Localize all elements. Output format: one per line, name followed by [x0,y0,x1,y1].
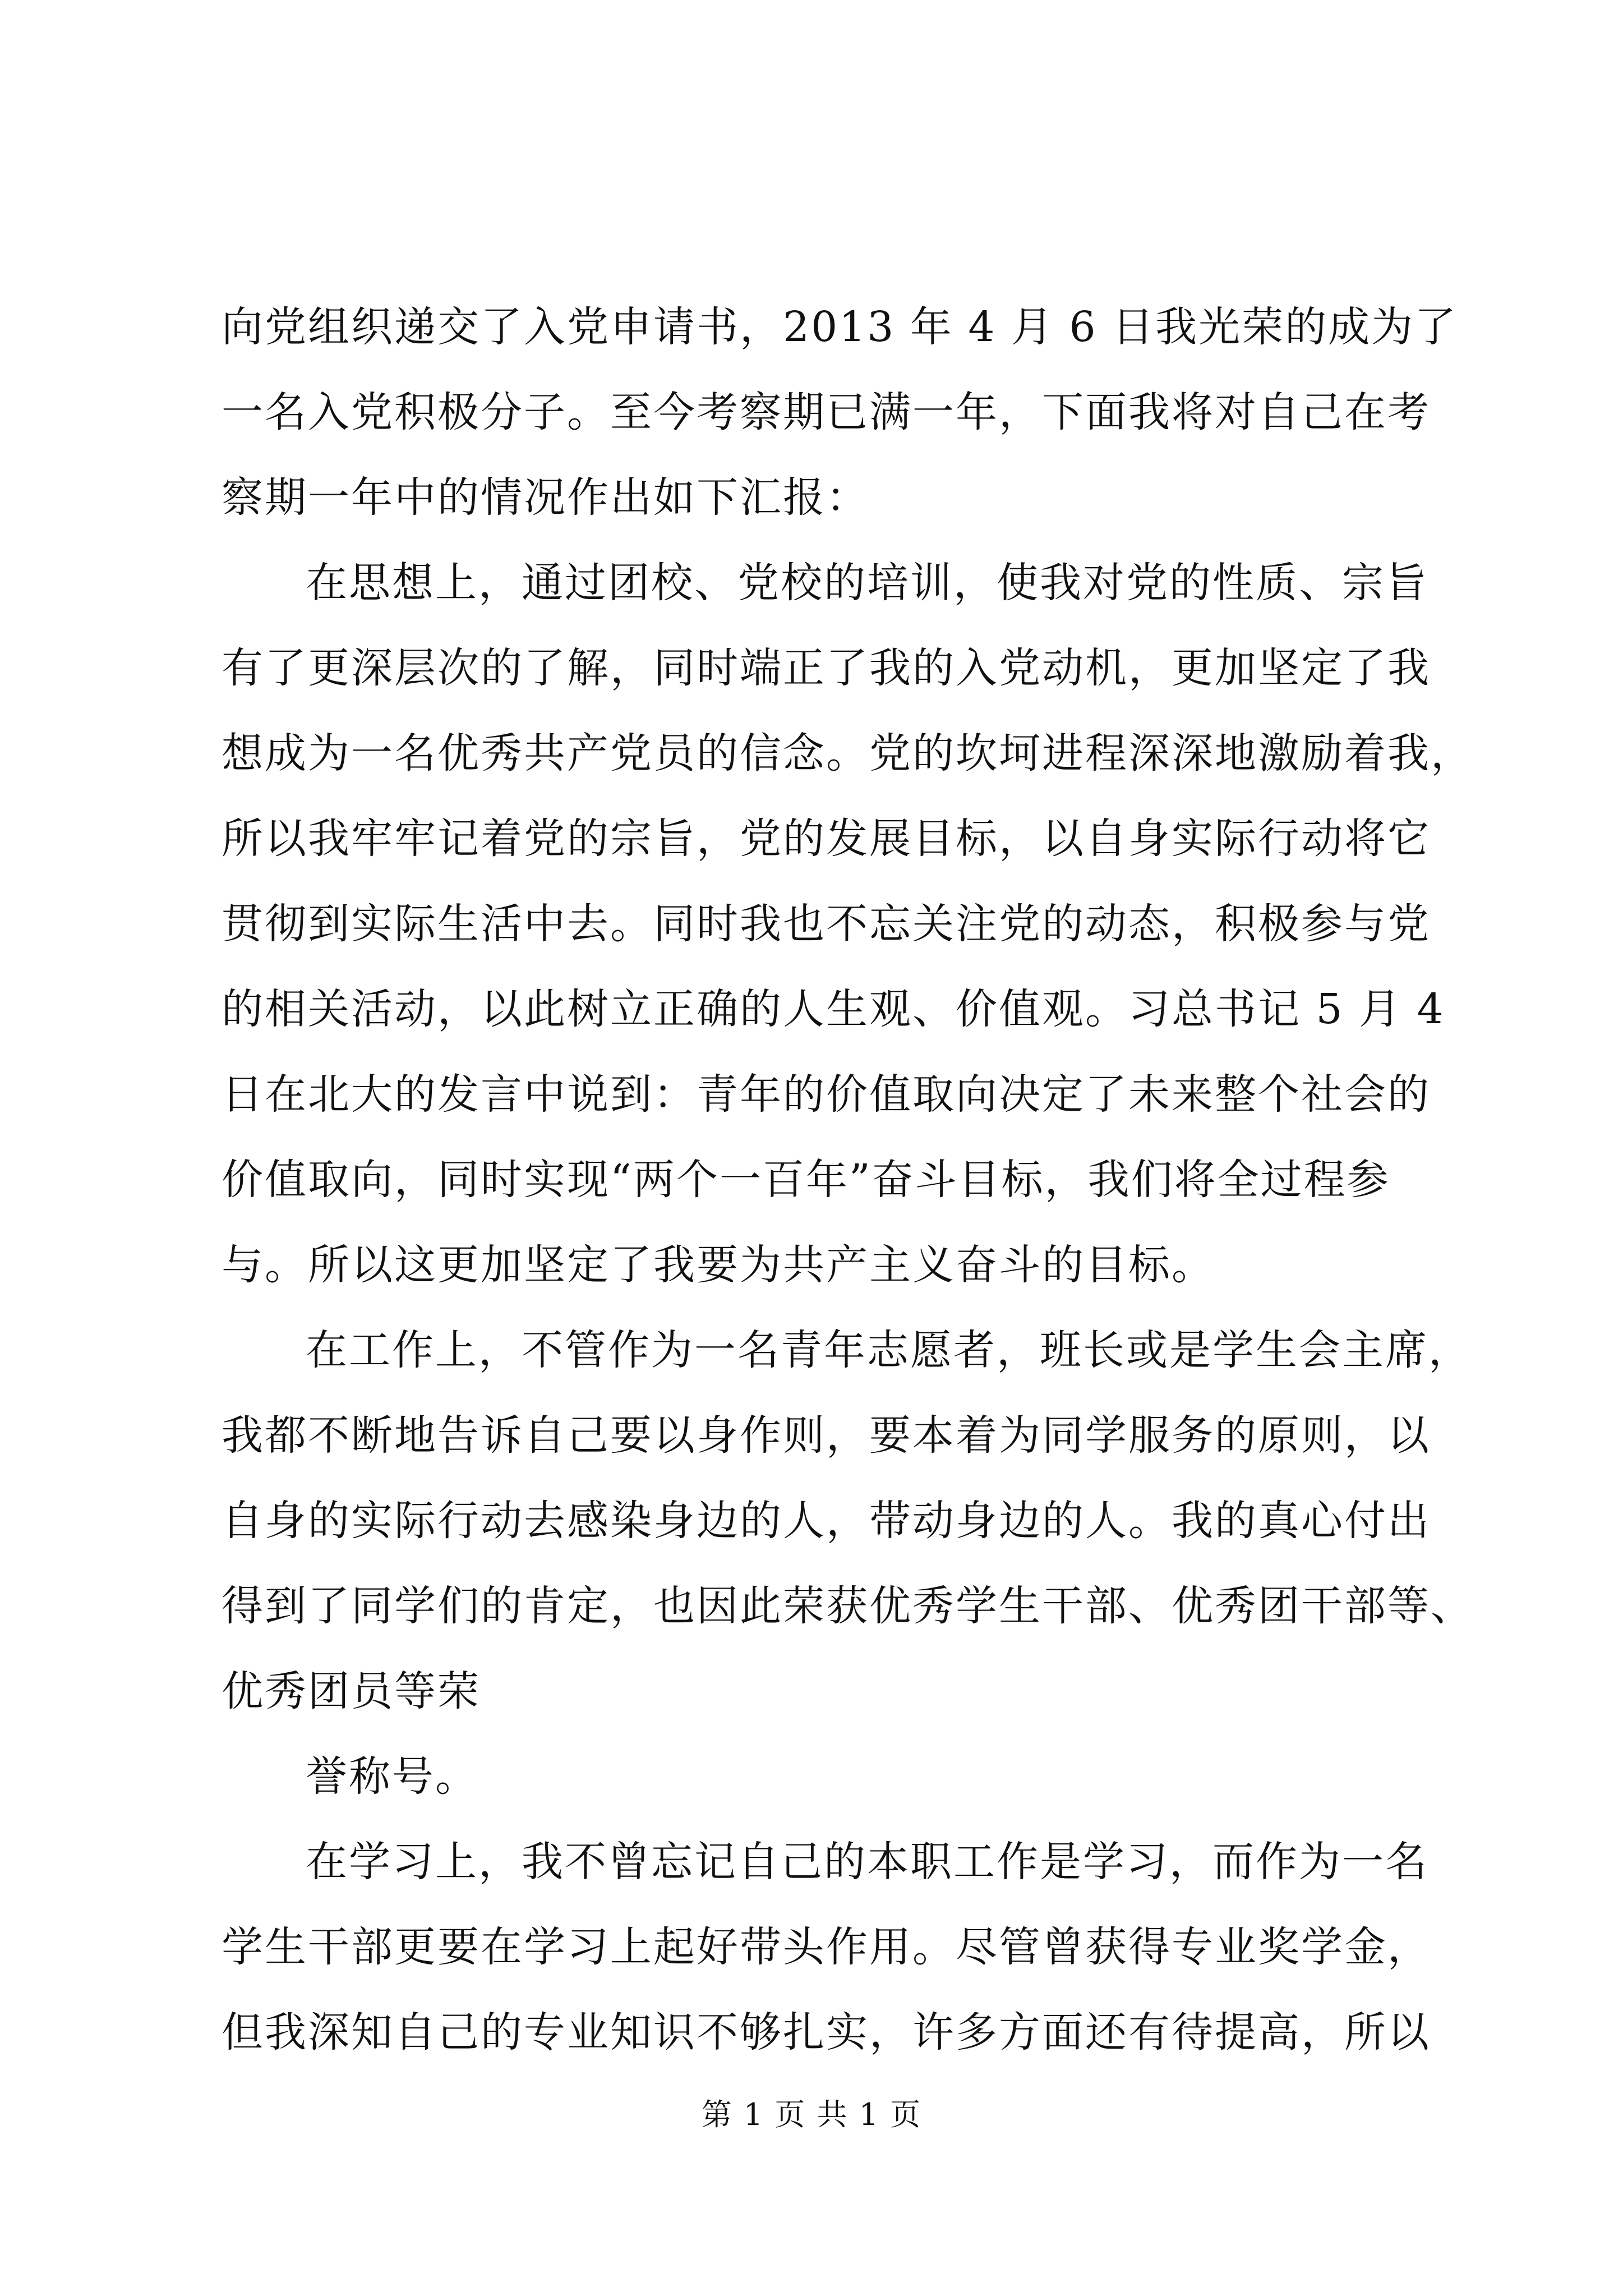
body-line-8: 贯彻到实际生活中去。同时我也不忘关注党的动态，积极参与党 [222,900,1431,948]
body-line-2: 一名入党积极分子。至今考察期已满一年，下面我将对自己在考 [222,388,1431,436]
body-line-14: 我都不断地告诉自己要以身作则，要本着为同学服务的原则，以 [222,1411,1431,1460]
body-line-1: 向党组织递交了入党申请书，2013 年 4 月 6 日我光荣的成为了 [222,303,1458,351]
body-line-12: 与。所以这更加坚定了我要为共产主义奋斗的目标。 [222,1241,1215,1289]
body-line-3: 察期一年中的情况作出如下汇报： [222,473,869,522]
body-line-6: 想成为一名优秀共产党员的信念。党的坎坷进程深深地激励着我， [222,729,1474,777]
body-line-11: 价值取向，同时实现“两个一百年”奋斗目标，我们将全过程参 [222,1156,1390,1204]
body-line-10: 日在北大的发言中说到：青年的价值取向决定了未来整个社会的 [222,1070,1431,1119]
body-line-18: 誉称号。 [306,1752,478,1801]
body-line-16: 得到了同学们的肯定，也因此荣获优秀学生干部、优秀团干部等、 [222,1582,1474,1630]
body-line-7: 所以我牢牢记着党的宗旨，党的发展目标，以自身实际行动将它 [222,815,1431,863]
body-line-21: 但我深知自己的专业知识不够扎实，许多方面还有待提高，所以 [222,2008,1431,2056]
page-footer: 第 1 页 共 1 页 [701,2097,922,2132]
body-line-9: 的相关活动，以此树立正确的人生观、价值观。习总书记 5 月 4 [222,985,1445,1033]
body-line-15: 自身的实际行动去感染身边的人，带动身边的人。我的真心付出 [222,1497,1431,1545]
body-line-19: 在学习上，我不曾忘记自己的本职工作是学习，而作为一名 [306,1838,1428,1886]
body-line-4: 在思想上，通过团校、党校的培训，使我对党的性质、宗旨 [306,559,1428,607]
body-line-5: 有了更深层次的了解，同时端正了我的入党动机，更加坚定了我 [222,644,1431,692]
body-line-20: 学生干部更要在学习上起好带头作用。尽管曾获得专业奖学金， [222,1923,1431,1971]
document-body [222,300,1474,2091]
body-line-13: 在工作上，不管作为一名青年志愿者，班长或是学生会主席， [306,1326,1472,1374]
body-line-17: 优秀团员等荣 [222,1667,481,1715]
